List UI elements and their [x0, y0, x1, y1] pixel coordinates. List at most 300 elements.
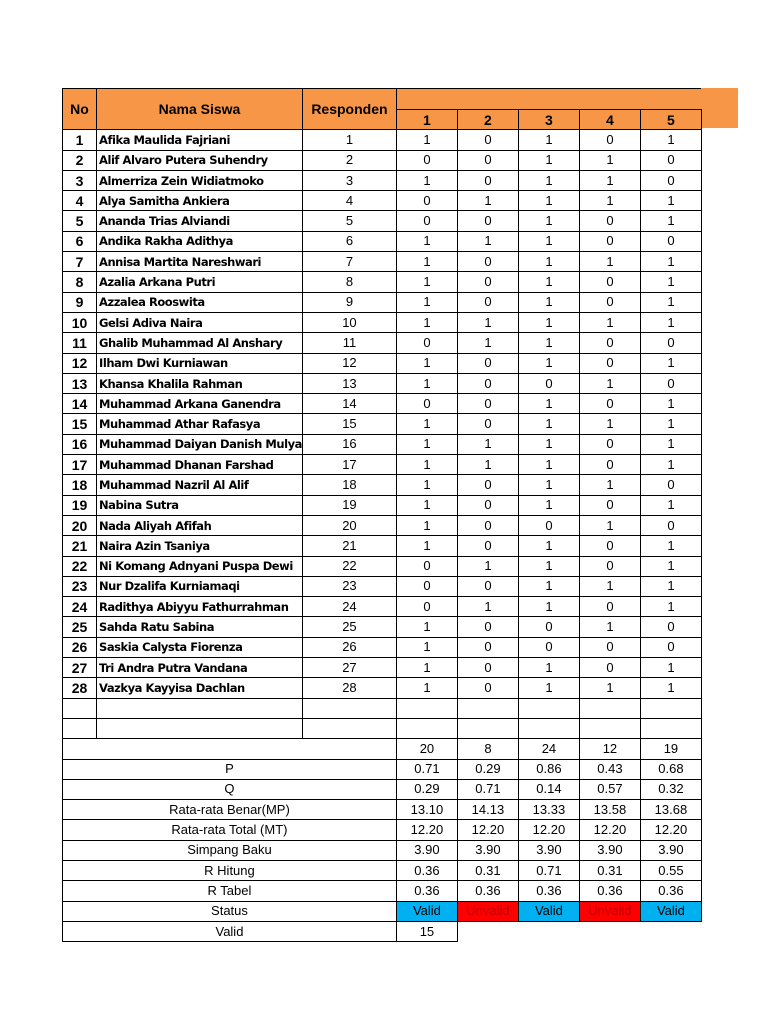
student-row — [63, 455, 702, 475]
row-number: 6 — [63, 231, 97, 251]
responden-number: 12 — [302, 353, 396, 373]
score-cell: 1 — [518, 394, 579, 414]
score-cell: 0 — [396, 211, 457, 231]
header-row-top — [63, 89, 702, 110]
score-cell: 1 — [518, 130, 579, 150]
score-cell: 0 — [457, 211, 518, 231]
responden-number: 25 — [302, 617, 396, 637]
stat-value: 0.55 — [640, 860, 701, 880]
row-number: 19 — [63, 495, 97, 515]
student-row — [63, 231, 702, 251]
score-cell: 1 — [518, 678, 579, 698]
blank-cell — [640, 698, 701, 718]
student-name: Azalia Arkana Putri — [97, 272, 303, 292]
stat-value: 0.43 — [579, 759, 640, 779]
student-name: Andika Rakha Adithya — [97, 231, 303, 251]
score-cell: 1 — [640, 312, 701, 332]
student-row — [63, 191, 702, 211]
blank-row — [63, 698, 702, 718]
stat-row — [63, 860, 702, 880]
header-item-1: 1 — [396, 110, 457, 130]
responden-number: 4 — [302, 191, 396, 211]
stat-row — [63, 800, 702, 820]
responden-number: 15 — [302, 414, 396, 434]
stat-value: 0.36 — [640, 881, 701, 901]
score-cell: 0 — [640, 170, 701, 190]
score-cell: 0 — [457, 414, 518, 434]
row-number: 25 — [63, 617, 97, 637]
score-cell: 1 — [396, 536, 457, 556]
score-cell: 0 — [457, 394, 518, 414]
student-name: Azzalea Rooswita — [97, 292, 303, 312]
student-name: Afika Maulida Fajriani — [97, 130, 303, 150]
score-cell: 0 — [457, 353, 518, 373]
score-cell: 1 — [396, 353, 457, 373]
student-row — [63, 394, 702, 414]
score-cell: 0 — [457, 272, 518, 292]
stat-value: 0.86 — [518, 759, 579, 779]
responden-number: 3 — [302, 170, 396, 190]
score-cell: 1 — [640, 292, 701, 312]
status-badge: Valid — [396, 901, 457, 921]
student-row — [63, 434, 702, 454]
score-cell: 1 — [640, 597, 701, 617]
blank-row — [63, 718, 702, 738]
header-no: No — [63, 89, 97, 130]
score-cell: 1 — [640, 414, 701, 434]
student-name: Muhammad Nazril Al Alif — [97, 475, 303, 495]
responden-number: 28 — [302, 678, 396, 698]
score-cell: 1 — [640, 455, 701, 475]
score-cell: 1 — [640, 576, 701, 596]
responden-number: 27 — [302, 658, 396, 678]
stat-row — [63, 759, 702, 779]
status-row — [63, 901, 702, 921]
responden-number: 18 — [302, 475, 396, 495]
score-cell: 1 — [518, 150, 579, 170]
score-cell: 0 — [640, 515, 701, 535]
student-name: Ghalib Muhammad Al Anshary — [97, 333, 303, 353]
responden-number: 13 — [302, 373, 396, 393]
validity-table — [62, 88, 702, 942]
blank-cell — [579, 698, 640, 718]
score-cell: 0 — [640, 373, 701, 393]
score-cell: 0 — [518, 373, 579, 393]
row-number: 4 — [63, 191, 97, 211]
responden-number: 7 — [302, 252, 396, 272]
score-cell: 0 — [457, 475, 518, 495]
stat-value: 0.29 — [457, 759, 518, 779]
blank-cell — [457, 698, 518, 718]
score-cell: 1 — [396, 414, 457, 434]
score-cell: 1 — [518, 272, 579, 292]
score-cell: 1 — [579, 373, 640, 393]
score-cell: 0 — [579, 353, 640, 373]
student-name: Muhammad Athar Rafasya — [97, 414, 303, 434]
stat-value: 0.31 — [457, 860, 518, 880]
student-name: Saskia Calysta Fiorenza — [97, 637, 303, 657]
row-number: 2 — [63, 150, 97, 170]
student-row — [63, 333, 702, 353]
status-badge: Unvalid — [457, 901, 518, 921]
row-number: 22 — [63, 556, 97, 576]
responden-number: 23 — [302, 576, 396, 596]
responden-number: 1 — [302, 130, 396, 150]
score-cell: 0 — [457, 252, 518, 272]
score-cell: 1 — [579, 475, 640, 495]
total-cell: 20 — [396, 739, 457, 759]
score-cell: 0 — [640, 637, 701, 657]
stat-value: 0.36 — [579, 881, 640, 901]
score-cell: 0 — [457, 130, 518, 150]
student-name: Ananda Trias Alviandi — [97, 211, 303, 231]
stat-value: 0.68 — [640, 759, 701, 779]
score-cell: 0 — [457, 637, 518, 657]
score-cell: 0 — [579, 556, 640, 576]
blank-cell — [97, 698, 303, 718]
responden-number: 21 — [302, 536, 396, 556]
student-row — [63, 678, 702, 698]
stat-value: 13.68 — [640, 800, 701, 820]
score-cell: 1 — [457, 556, 518, 576]
score-cell: 0 — [579, 394, 640, 414]
score-cell: 1 — [579, 576, 640, 596]
responden-number: 17 — [302, 455, 396, 475]
stat-value: 13.58 — [579, 800, 640, 820]
stat-value: 0.71 — [518, 860, 579, 880]
blank-cell — [63, 718, 97, 738]
stat-value: 0.57 — [579, 779, 640, 799]
header-item-5: 5 — [640, 110, 701, 130]
stat-label: Rata-rata Benar(MP) — [63, 800, 397, 820]
score-cell: 0 — [396, 556, 457, 576]
status-badge: Unvalid — [579, 901, 640, 921]
score-cell: 1 — [457, 191, 518, 211]
stat-row — [63, 840, 702, 860]
row-number: 23 — [63, 576, 97, 596]
score-cell: 1 — [457, 333, 518, 353]
score-cell: 1 — [457, 597, 518, 617]
blank-cell — [518, 698, 579, 718]
score-cell: 0 — [457, 373, 518, 393]
stat-row — [63, 779, 702, 799]
blank-cell — [518, 718, 579, 738]
empty-cell — [457, 921, 518, 941]
score-cell: 1 — [518, 191, 579, 211]
responden-number: 2 — [302, 150, 396, 170]
score-cell: 0 — [457, 292, 518, 312]
score-cell: 0 — [579, 597, 640, 617]
score-cell: 1 — [640, 252, 701, 272]
score-cell: 1 — [518, 576, 579, 596]
student-name: Ni Komang Adnyani Puspa Dewi — [97, 556, 303, 576]
student-row — [63, 515, 702, 535]
responden-number: 6 — [302, 231, 396, 251]
score-cell: 0 — [457, 515, 518, 535]
score-cell: 1 — [396, 170, 457, 190]
stat-value: 12.20 — [579, 820, 640, 840]
row-number: 7 — [63, 252, 97, 272]
row-number: 3 — [63, 170, 97, 190]
empty-cell — [579, 921, 640, 941]
valid-count-row — [63, 921, 702, 941]
row-number: 13 — [63, 373, 97, 393]
score-cell: 1 — [579, 515, 640, 535]
student-row — [63, 576, 702, 596]
score-cell: 0 — [640, 333, 701, 353]
score-cell: 0 — [457, 576, 518, 596]
score-cell: 1 — [396, 515, 457, 535]
stat-value: 0.71 — [457, 779, 518, 799]
score-cell: 1 — [396, 495, 457, 515]
stat-value: 0.36 — [457, 881, 518, 901]
student-row — [63, 658, 702, 678]
score-cell: 0 — [579, 231, 640, 251]
score-cell: 0 — [640, 231, 701, 251]
score-cell: 0 — [518, 617, 579, 637]
score-cell: 0 — [579, 272, 640, 292]
responden-number: 5 — [302, 211, 396, 231]
row-number: 5 — [63, 211, 97, 231]
student-row — [63, 373, 702, 393]
stat-label: R Tabel — [63, 881, 397, 901]
score-cell: 1 — [579, 617, 640, 637]
score-cell: 1 — [640, 353, 701, 373]
totals-row — [63, 739, 702, 759]
totals-label — [63, 739, 397, 759]
validity-sheet — [62, 88, 702, 942]
score-cell: 1 — [518, 495, 579, 515]
score-cell: 0 — [640, 150, 701, 170]
score-cell: 1 — [396, 272, 457, 292]
score-cell: 1 — [640, 556, 701, 576]
header-responden: Responden — [302, 89, 396, 130]
row-number: 16 — [63, 434, 97, 454]
score-cell: 1 — [640, 678, 701, 698]
stat-value: 0.14 — [518, 779, 579, 799]
score-cell: 1 — [579, 150, 640, 170]
status-badge: Valid — [518, 901, 579, 921]
status-badge: Valid — [640, 901, 701, 921]
score-cell: 1 — [518, 353, 579, 373]
student-name: Annisa Martita Nareshwari — [97, 252, 303, 272]
total-cell: 8 — [457, 739, 518, 759]
score-cell: 0 — [457, 658, 518, 678]
score-cell: 1 — [640, 130, 701, 150]
stat-value: 0.36 — [518, 881, 579, 901]
stat-row — [63, 820, 702, 840]
stat-value: 3.90 — [457, 840, 518, 860]
student-name: Muhammad Arkana Ganendra — [97, 394, 303, 414]
student-row — [63, 353, 702, 373]
responden-number: 14 — [302, 394, 396, 414]
score-cell: 1 — [518, 597, 579, 617]
score-cell: 0 — [579, 536, 640, 556]
stat-value: 3.90 — [579, 840, 640, 860]
score-cell: 1 — [579, 170, 640, 190]
row-number: 9 — [63, 292, 97, 312]
student-name: Alya Samitha Ankiera — [97, 191, 303, 211]
score-cell: 0 — [640, 475, 701, 495]
score-cell: 1 — [396, 373, 457, 393]
responden-number: 22 — [302, 556, 396, 576]
score-cell: 0 — [457, 495, 518, 515]
student-row — [63, 312, 702, 332]
row-number: 21 — [63, 536, 97, 556]
blank-cell — [579, 718, 640, 738]
row-number: 11 — [63, 333, 97, 353]
student-name: Ilham Dwi Kurniawan — [97, 353, 303, 373]
student-name: Sahda Ratu Sabina — [97, 617, 303, 637]
score-cell: 1 — [396, 637, 457, 657]
score-cell: 1 — [396, 312, 457, 332]
student-name: Alif Alvaro Putera Suhendry — [97, 150, 303, 170]
blank-cell — [302, 718, 396, 738]
score-cell: 1 — [518, 211, 579, 231]
stat-value: 0.36 — [396, 860, 457, 880]
responden-number: 20 — [302, 515, 396, 535]
stat-label: P — [63, 759, 397, 779]
score-cell: 0 — [579, 434, 640, 454]
table-body — [63, 89, 702, 942]
score-cell: 0 — [579, 495, 640, 515]
row-number: 26 — [63, 637, 97, 657]
blank-cell — [640, 718, 701, 738]
score-cell: 1 — [396, 292, 457, 312]
responden-number: 8 — [302, 272, 396, 292]
blank-cell — [396, 718, 457, 738]
score-cell: 0 — [518, 515, 579, 535]
student-row — [63, 272, 702, 292]
score-cell: 1 — [518, 252, 579, 272]
score-cell: 1 — [457, 455, 518, 475]
score-cell: 1 — [640, 536, 701, 556]
student-name: Tri Andra Putra Vandana — [97, 658, 303, 678]
stat-value: 0.29 — [396, 779, 457, 799]
stat-value: 12.20 — [640, 820, 701, 840]
score-cell: 1 — [518, 475, 579, 495]
score-cell: 1 — [579, 312, 640, 332]
header-item-2: 2 — [457, 110, 518, 130]
score-cell: 1 — [640, 191, 701, 211]
score-cell: 1 — [518, 312, 579, 332]
header-item-4: 4 — [579, 110, 640, 130]
score-cell: 0 — [457, 617, 518, 637]
responden-number: 11 — [302, 333, 396, 353]
stat-label: Rata-rata Total (MT) — [63, 820, 397, 840]
stat-row — [63, 881, 702, 901]
student-row — [63, 150, 702, 170]
score-cell: 1 — [640, 495, 701, 515]
student-row — [63, 130, 702, 150]
stat-value: 0.32 — [640, 779, 701, 799]
student-row — [63, 637, 702, 657]
blank-cell — [396, 698, 457, 718]
status-label: Status — [63, 901, 397, 921]
score-cell: 1 — [518, 658, 579, 678]
score-cell: 1 — [640, 211, 701, 231]
stat-value: 3.90 — [640, 840, 701, 860]
row-number: 12 — [63, 353, 97, 373]
stat-label: Simpang Baku — [63, 840, 397, 860]
stat-value: 12.20 — [396, 820, 457, 840]
score-cell: 0 — [396, 191, 457, 211]
score-cell: 1 — [518, 455, 579, 475]
score-cell: 0 — [457, 150, 518, 170]
row-number: 20 — [63, 515, 97, 535]
responden-number: 10 — [302, 312, 396, 332]
header-nama-siswa: Nama Siswa — [97, 89, 303, 130]
score-cell: 0 — [579, 292, 640, 312]
score-cell: 1 — [518, 556, 579, 576]
header-item-group — [396, 89, 701, 110]
student-name: Nabina Sutra — [97, 495, 303, 515]
score-cell: 1 — [579, 252, 640, 272]
student-row — [63, 617, 702, 637]
score-cell: 1 — [396, 455, 457, 475]
score-cell: 1 — [518, 231, 579, 251]
student-row — [63, 170, 702, 190]
score-cell: 1 — [396, 231, 457, 251]
score-cell: 1 — [518, 292, 579, 312]
stat-value: 0.36 — [396, 881, 457, 901]
score-cell: 1 — [457, 231, 518, 251]
student-row — [63, 211, 702, 231]
stat-value: 12.20 — [457, 820, 518, 840]
responden-number: 24 — [302, 597, 396, 617]
stat-value: 13.10 — [396, 800, 457, 820]
stat-value: 0.31 — [579, 860, 640, 880]
score-cell: 1 — [457, 434, 518, 454]
total-cell: 19 — [640, 739, 701, 759]
student-name: Almerriza Zein Widiatmoko — [97, 170, 303, 190]
blank-cell — [302, 698, 396, 718]
score-cell: 1 — [579, 678, 640, 698]
score-cell: 0 — [396, 576, 457, 596]
responden-number: 16 — [302, 434, 396, 454]
stat-value: 0.71 — [396, 759, 457, 779]
student-name: Nur Dzalifa Kurniamaqi — [97, 576, 303, 596]
score-cell: 1 — [396, 658, 457, 678]
stat-value: 14.13 — [457, 800, 518, 820]
score-cell: 0 — [396, 150, 457, 170]
score-cell: 0 — [579, 455, 640, 475]
row-number: 24 — [63, 597, 97, 617]
student-row — [63, 252, 702, 272]
score-cell: 1 — [457, 312, 518, 332]
row-number: 28 — [63, 678, 97, 698]
score-cell: 0 — [579, 130, 640, 150]
score-cell: 0 — [396, 394, 457, 414]
score-cell: 1 — [396, 252, 457, 272]
row-number: 8 — [63, 272, 97, 292]
score-cell: 1 — [518, 434, 579, 454]
student-name: Khansa Khalila Rahman — [97, 373, 303, 393]
blank-cell — [457, 718, 518, 738]
responden-number: 9 — [302, 292, 396, 312]
student-name: Vazkya Kayyisa Dachlan — [97, 678, 303, 698]
student-name: Nada Aliyah Afifah — [97, 515, 303, 535]
row-number: 27 — [63, 658, 97, 678]
student-name: Gelsi Adiva Naira — [97, 312, 303, 332]
row-number: 18 — [63, 475, 97, 495]
stat-value: 12.20 — [518, 820, 579, 840]
score-cell: 1 — [640, 394, 701, 414]
student-row — [63, 536, 702, 556]
row-number: 1 — [63, 130, 97, 150]
score-cell: 1 — [396, 130, 457, 150]
score-cell: 0 — [396, 333, 457, 353]
